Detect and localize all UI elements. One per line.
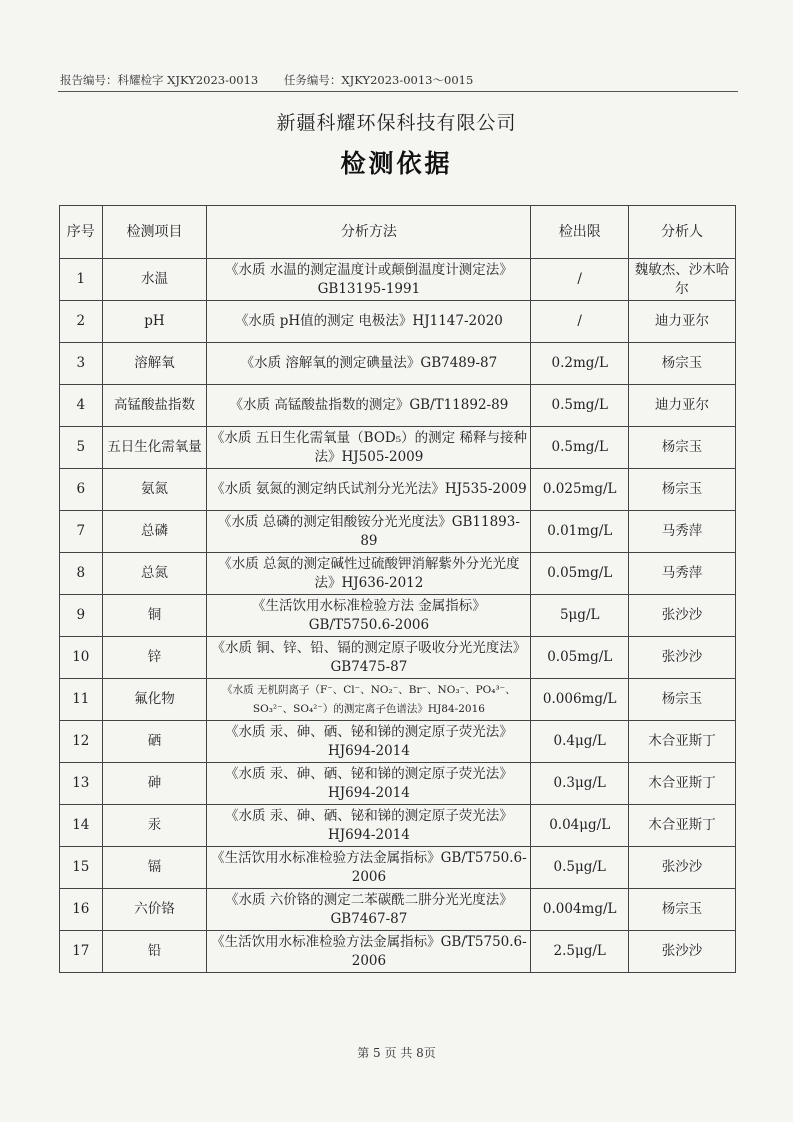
analyst: 张沙沙 [629,595,736,637]
row-number: 6 [60,469,103,511]
analyst: 杨宗玉 [629,889,736,931]
test-item: 砷 [102,763,207,805]
table-row [60,763,736,805]
analyst: 木合亚斯丁 [629,721,736,763]
row-number: 12 [60,721,103,763]
analysis-method: 《水质 汞、砷、硒、铋和锑的测定原子荧光法》HJ694-2014 [207,721,531,763]
table-row [60,847,736,889]
analyst: 魏敏杰、沙木哈尔 [629,259,736,301]
analysis-method: 《生活饮用水标准检验方法 金属指标》GB/T5750.6-2006 [207,595,531,637]
table-row [60,301,736,343]
page-number: 第 5 页 共 8页 [357,1046,436,1060]
table-row [60,469,736,511]
row-number: 2 [60,301,103,343]
analysis-method: 《水质 铜、锌、铅、镉的测定原子吸收分光光度法》GB7475-87 [207,637,531,679]
row-number: 4 [60,385,103,427]
detection-limit: 0.3μg/L [531,763,629,805]
table-row [60,427,736,469]
analyst: 迪力亚尔 [629,301,736,343]
test-item: 铅 [102,931,207,973]
analysis-method: 《水质 汞、砷、硒、铋和锑的测定原子荧光法》HJ694-2014 [207,763,531,805]
test-item: 镉 [102,847,207,889]
analyst: 木合亚斯丁 [629,763,736,805]
report-number: 报告编号：科耀检字 XJKY2023-0013 [60,73,259,87]
report-header [60,72,495,88]
company-name: 新疆科耀环保科技有限公司 [276,112,517,134]
test-item: 氨氮 [102,469,207,511]
test-item: 汞 [102,805,207,847]
table-row [60,931,736,973]
test-basis-table [59,205,736,973]
table-row [60,805,736,847]
detection-limit: 0.01mg/L [531,511,629,553]
analysis-method: 《水质 五日生化需氧量（BOD₅）的测定 稀释与接种法》HJ505-2009 [207,427,531,469]
detection-limit: 0.025mg/L [531,469,629,511]
analyst: 张沙沙 [629,931,736,973]
detection-limit: 0.006mg/L [531,679,629,721]
test-item: 溶解氧 [102,343,207,385]
test-item: 锌 [102,637,207,679]
task-number: 任务编号：XJKY2023-0013～0015 [283,73,474,87]
page-title: 检测依据 [340,149,453,178]
analyst: 杨宗玉 [629,343,736,385]
row-number: 11 [60,679,103,721]
analysis-method: 《水质 汞、砷、硒、铋和锑的测定原子荧光法》HJ694-2014 [207,805,531,847]
detection-limit: 0.5μg/L [531,847,629,889]
analyst: 杨宗玉 [629,427,736,469]
table-row [60,343,736,385]
column-header-no: 序号 [60,206,103,259]
analyst: 杨宗玉 [629,679,736,721]
table-row [60,385,736,427]
test-item: 总磷 [102,511,207,553]
detection-limit: 2.5μg/L [531,931,629,973]
test-item: 六价铬 [102,889,207,931]
row-number: 14 [60,805,103,847]
test-item: 高锰酸盐指数 [102,385,207,427]
table-row [60,679,736,721]
table-row [60,889,736,931]
detection-limit: 5μg/L [531,595,629,637]
table-header-row [60,206,736,259]
row-number: 16 [60,889,103,931]
header-divider [58,91,738,92]
table-row [60,553,736,595]
analysis-method: 《水质 无机阴离子（F⁻、Cl⁻、NO₂⁻、Br⁻、NO₃⁻、PO₄³⁻、SO₃²⁻、SO₄²⁻）的测定离子色谱法》HJ84-2016 [207,679,531,721]
row-number: 17 [60,931,103,973]
detection-limit: / [531,259,629,301]
row-number: 15 [60,847,103,889]
row-number: 8 [60,553,103,595]
detection-limit: 0.04μg/L [531,805,629,847]
analyst: 张沙沙 [629,847,736,889]
analysis-method: 《水质 水温的测定温度计或颠倒温度计测定法》GB13195-1991 [207,259,531,301]
column-header-analyst: 分析人 [629,206,736,259]
row-number: 7 [60,511,103,553]
column-header-method: 分析方法 [207,206,531,259]
analysis-method: 《生活饮用水标准检验方法金属指标》GB/T5750.6-2006 [207,847,531,889]
analysis-method: 《水质 氨氮的测定纳氏试剂分光光法》HJ535-2009 [207,469,531,511]
test-item: 水温 [102,259,207,301]
detection-limit: 0.5mg/L [531,385,629,427]
analysis-method: 《水质 高锰酸盐指数的测定》GB/T11892-89 [207,385,531,427]
table-row [60,721,736,763]
test-item: 五日生化需氧量 [102,427,207,469]
analysis-method: 《水质 总磷的测定钼酸铵分光光度法》GB11893-89 [207,511,531,553]
test-item: 铜 [102,595,207,637]
row-number: 13 [60,763,103,805]
detection-limit: / [531,301,629,343]
detection-limit: 0.05mg/L [531,637,629,679]
detection-limit: 0.05mg/L [531,553,629,595]
detection-limit: 0.2mg/L [531,343,629,385]
column-header-item: 检测项目 [102,206,207,259]
table-row [60,259,736,301]
test-item: 氟化物 [102,679,207,721]
analysis-method: 《水质 六价铬的测定二苯碳酰二肼分光光度法》GB7467-87 [207,889,531,931]
test-item: 硒 [102,721,207,763]
row-number: 9 [60,595,103,637]
table-row [60,511,736,553]
detection-limit: 0.5mg/L [531,427,629,469]
analysis-method: 《水质 溶解氧的测定碘量法》GB7489-87 [207,343,531,385]
test-item: 总氮 [102,553,207,595]
column-header-limit: 检出限 [531,206,629,259]
analyst: 张沙沙 [629,637,736,679]
table-body [60,259,736,973]
analyst: 木合亚斯丁 [629,805,736,847]
detection-limit: 0.004mg/L [531,889,629,931]
row-number: 3 [60,343,103,385]
analyst: 马秀萍 [629,553,736,595]
row-number: 10 [60,637,103,679]
analysis-method: 《生活饮用水标准检验方法金属指标》GB/T5750.6-2006 [207,931,531,973]
table-row [60,637,736,679]
row-number: 5 [60,427,103,469]
analysis-method: 《水质 pH值的测定 电极法》HJ1147-2020 [207,301,531,343]
analyst: 马秀萍 [629,511,736,553]
analyst: 迪力亚尔 [629,385,736,427]
test-item: pH [102,301,207,343]
detection-limit: 0.4μg/L [531,721,629,763]
table-row [60,595,736,637]
analyst: 杨宗玉 [629,469,736,511]
analysis-method: 《水质 总氮的测定碱性过硫酸钾消解紫外分光光度法》HJ636-2012 [207,553,531,595]
row-number: 1 [60,259,103,301]
